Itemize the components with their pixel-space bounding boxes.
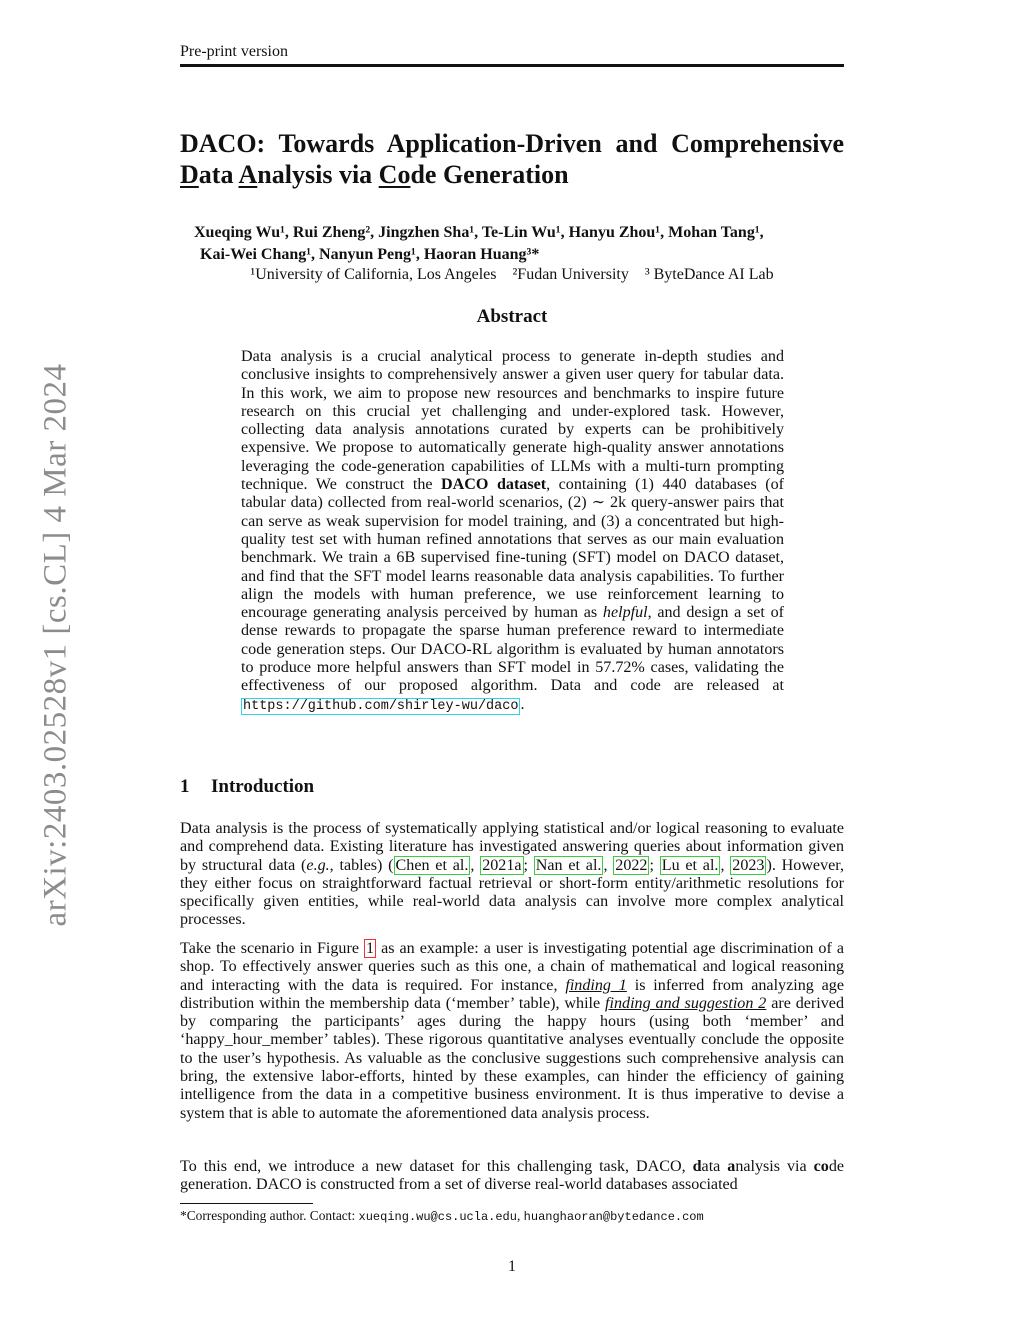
citation-link[interactable]: 2023 — [732, 856, 765, 874]
abstract-body: Data analysis is a crucial analytical process to generate in-depth studies and conclusive insights to comprehensively answer a given user query for tabular data. In this work, we aim to propose new resources and benchmarks to inspire future research on this crucial yet challenging and under-explored task. However, collecting data analysis annotations curated by experts can be prohibitively expensive. We propose to automatically generate high-quality answer annotations leveraging the code-generation capabilities of LLMs with a multi-turn prompting technique. We construct the DACO dataset, containing (1) 440 databases (of tabular data) collected from real-world scenarios, (2) ∼ 2k query-answer pairs that can serve as weak supervision for model training, and (3) a concentrated but high-quality test set with human refined annotations that serves as our main evaluation benchmark. We train a 6B supervised fine-tuning (SFT) model on DACO dataset, and find that the SFT model learns reasonable data analysis capabilities. To further align the models with human preference, we use reinforcement learning to encourage generating analysis perceived by human as helpful, and design a set of dense rewards to propagate the sparse human preference reward to intermediate code generation steps. Our DACO-RL algorithm is evaluated by human annotators to produce more helpful answers than SFT model in 57.72% cases, validating the effectiveness of our proposed algorithm. Data and code are released at https://github.com/shirley-wu/daco . — [241, 348, 784, 714]
footnote-rule — [180, 1203, 313, 1204]
footnote: *Corresponding author. Contact: xueqing.wu@cs.ucla.edu, huanghaoran@bytedance.com — [180, 1208, 704, 1224]
citation-link[interactable]: Nan et al. — [535, 856, 602, 874]
email-link[interactable]: xueqing.wu@cs.ucla.edu — [358, 1210, 517, 1224]
arxiv-identifier: arXiv:2403.02528v1 [cs.CL] 4 Mar 2024 — [37, 363, 74, 927]
section-heading-introduction: 1 Introduction — [180, 776, 315, 797]
intro-paragraph-3: To this end, we introduce a new dataset for this challenging task, DACO, data analysis via code generation. DACO is constructed from a set of diverse real-world databases associated — [180, 1158, 845, 1194]
citation-link[interactable]: 2022 — [615, 856, 648, 874]
citation-link[interactable]: Chen et al. — [395, 856, 469, 874]
paper-title-line-2: Data Analysis via Code Generation — [180, 160, 569, 189]
code-release-link[interactable]: https://github.com/shirley-wu/daco — [243, 698, 519, 714]
author-list — [180, 222, 844, 266]
affiliations: ¹University of California, Los Angeles ²Fudan University ³ ByteDance AI Lab — [250, 266, 774, 283]
running-header: Pre-print version — [180, 43, 288, 60]
authors-line-2: Kai-Wei Chang¹, Nanyun Peng¹, Haoran Huang³* — [200, 246, 540, 263]
abstract-heading: Abstract — [476, 306, 548, 327]
email-link[interactable]: huanghaoran@bytedance.com — [523, 1210, 704, 1224]
citation-link[interactable]: 2021a — [482, 856, 522, 874]
citation-link[interactable]: Lu et al. — [661, 856, 719, 874]
figure-reference-link[interactable]: 1 — [366, 940, 375, 957]
dataset-name: DACO dataset — [441, 476, 547, 494]
authors-line-1: Xueqing Wu¹, Rui Zheng², Jingzhen Sha¹, Te-Lin Wu¹, Hanyu Zhou¹, Mohan Tang¹, — [194, 224, 764, 241]
intro-paragraph-1: Data analysis is the process of systematically applying statistical and/or logical reasoning to evaluate and comprehend data. Existing literature has investigated answering queries about information given by structural data (e.g., tables) ( Chen et al. , 2021a ; Nan et al. , 2022 ; Lu et al. , 2023 ). However, they either focus on straightforward factual retrieval or short-form entity/arithmetic resolutions for specifically given entities, while real-world data analysis can involve more complex analytical processes. — [180, 820, 845, 929]
arxiv-sidebar — [0, 0, 96, 1325]
header-rule — [180, 64, 844, 67]
paper-title-line-1: DACO: Towards Application-Driven and Comprehensive — [180, 129, 844, 158]
page-number: 1 — [508, 1258, 516, 1275]
intro-paragraph-2: Take the scenario in Figure 1 as an example: a user is investigating potential age discrimination of a shop. To effectively answer queries such as this one, a chain of mathematical and logical reasoning and interacting with the data is required. For instance, finding 1 is inferred from analyzing age distribution within the membership data (‘member’ table), while finding and suggestion 2 are derived by comparing the participants’ ages during the happy hours (using both ‘member’ and ‘happy_hour_member’ tables). These rigorous quantitative analyses eventually conclude the opposite to the user’s hypothesis. As valuable as the conclusive suggestions such comprehensive analysis can bring, the extensive labor-efforts, hinted by these examples, can hinder the efficiency of gaining intelligence from the data in a competitive business environment. It is thus imperative to devise a system that is able to automate the aforementioned data analysis process. — [180, 940, 844, 1122]
